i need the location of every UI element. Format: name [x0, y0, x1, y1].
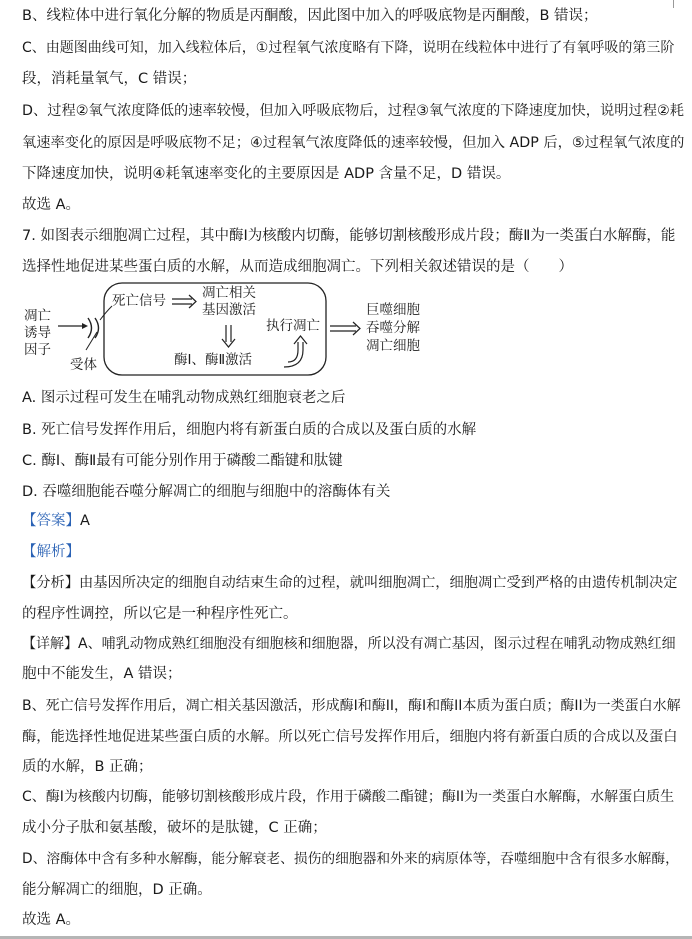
macrophage-label-1: 巨噬细胞 [366, 302, 420, 318]
xiangjie-line: B、死亡信号发挥作用后，凋亡相关基因激活，形成酶I和酶II，酶I和酶II本质为蛋白质；酶II为一类蛋白水解 [22, 698, 681, 714]
text-line: 氧速率变化的原因是呼吸底物不足；④过程氧气浓度降低的速率较慢，但加入 ADP 后，⑤过程氧气浓度的 [22, 135, 685, 151]
xiangjie-line: 能分解凋亡的细胞，D 正确。 [22, 882, 212, 898]
fenxi-line [22, 573, 678, 593]
receptor-label: 受体 [70, 357, 97, 373]
text-line: D、过程②氧气浓度降低的速率较慢，但加入呼吸底物后，过程③氧气浓度的下降速度加快，说明过程②耗 [22, 103, 685, 119]
gene-activation-label-1: 凋亡相关 [202, 285, 256, 301]
inducer-label-1: 凋亡 [24, 308, 51, 324]
text-line: 段，消耗量氧气，C 错误； [22, 71, 197, 87]
xiangjie-line: 成小分子肽和氨基酸，破坏的是肽键，C 正确； [22, 820, 327, 836]
xiangjie-text: A、哺乳动物成熟红细胞没有细胞核和细胞器，所以没有凋亡基因，图示过程在哺乳动物成熟红细 [78, 636, 676, 652]
analysis-label: 【解析】 [22, 544, 80, 560]
fenxi-text: 由基因所决定的细胞自动结束生命的过程，就叫细胞凋亡，细胞凋亡受到严格的由遗传机制决定 [79, 575, 678, 591]
macrophage-label-2: 吞噬分解 [366, 320, 420, 336]
xiangjie-line: 质的水解，B 正确； [22, 759, 153, 775]
fenxi-line: 的程序性调控，所以它是一种程序性死亡。 [22, 606, 298, 622]
option-b: B. 死亡信号发挥作用后，细胞内将有新蛋白质的合成以及蛋白质的水解 [22, 422, 477, 438]
xiangjie-line: 故选 A。 [22, 912, 81, 928]
answer-line [22, 511, 90, 531]
gene-activation-label-2: 基因激活 [202, 302, 256, 318]
answer-value: A [80, 513, 90, 529]
fenxi-label: 【分析】 [22, 575, 80, 591]
text-line: C、由题图曲线可知，加入线粒体后，①过程氧气浓度略有下降，说明在线粒体中进行了有氧呼吸的第三阶 [22, 40, 675, 56]
xiangjie-line: D、溶酶体中含有多种水解酶，能分解衰老、损伤的细胞器和外来的病原体等，吞噬细胞中含有很多水解酶， [22, 851, 679, 867]
option-d: D. 吞噬细胞能吞噬分解凋亡的细胞与细胞中的溶酶体有关 [22, 484, 391, 500]
xiangjie-label: 【详解】 [22, 636, 78, 652]
option-c: C. 酶Ⅰ、酶Ⅱ最有可能分别作用于磷酸二酯键和肽键 [22, 453, 343, 469]
xiangjie-line: 酶，能选择性地促进某些蛋白质的水解。所以死亡信号发挥作用后，细胞内将有新蛋白质的合成以及蛋白 [22, 729, 678, 745]
question-stem-line: 选择性地促进某些蛋白质的水解，从而造成细胞凋亡。下列相关叙述错误的是（ ） [22, 259, 573, 275]
text-line: B、线粒体中进行氧化分解的物质是丙酮酸，因此图中加入的呼吸底物是丙酮酸，B 错误； [22, 8, 598, 24]
xiangjie-line: 胞中不能发生，A 错误； [22, 666, 182, 682]
question-stem-line: 7. 如图表示细胞凋亡过程，其中酶Ⅰ为核酸内切酶，能够切割核酸形成片段；酶Ⅱ为一类蛋白水解酶，能 [22, 228, 676, 244]
apoptosis-diagram [0, 280, 692, 380]
inducer-label-3: 因子 [24, 342, 51, 358]
death-signal-label: 死亡信号 [112, 293, 166, 309]
text-line: 下降速度加快，说明④耗氧速率变化的主要原因是 ADP 含量不足，D 错误。 [22, 166, 511, 182]
xiangjie-line: C、酶I为核酸内切酶，能够切割核酸形成片段，作用于磷酸二酯键；酶II为一类蛋白水解酶，水解蛋白质生 [22, 789, 675, 805]
enzyme-activation-label: 酶Ⅰ、酶Ⅱ激活 [174, 352, 253, 368]
page-corner-mark [673, 0, 684, 8]
answer-label: 【答案】 [22, 513, 80, 529]
execute-apoptosis-label: 执行凋亡 [266, 318, 320, 334]
text-line: 故选 A。 [22, 197, 81, 213]
diagram-shapes [0, 280, 692, 380]
xiangjie-line [22, 634, 676, 654]
inducer-label-2: 诱导 [24, 325, 51, 341]
option-a: A. 图示过程可发生在哺乳动物成熟红细胞衰老之后 [22, 390, 346, 406]
macrophage-label-3: 凋亡细胞 [366, 338, 420, 354]
